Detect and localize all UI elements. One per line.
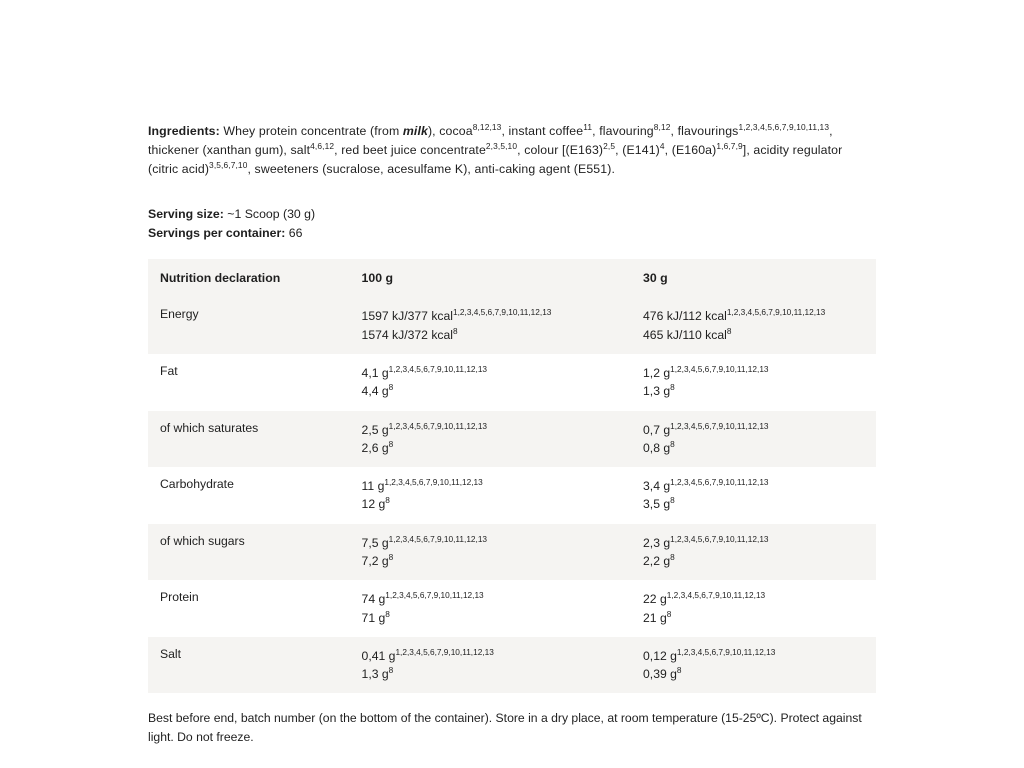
- cell-line: 21 $g^8$: [643, 608, 672, 625]
- cell-line: 74 $g^{1,2,3,4,5,6,7,9,10,11,12,13}$: [361, 590, 484, 607]
- serving-size-value: ~1 Scoop (30 g): [223, 207, 316, 222]
- cell-line: 7,5 $g^{1,2,3,4,5,6,7,9,10,11,12,13}$: [361, 533, 488, 550]
- cell-line: 0,39 $g^8$: [643, 665, 682, 682]
- servings-per-container-value: 66: [285, 225, 303, 240]
- cell-line: 476 kJ/112 kcal$^{1,2,3,4,5,6,7,9,10,11,12,13}$: [643, 307, 826, 324]
- serving-info: [148, 205, 876, 242]
- table-row: [148, 524, 876, 581]
- cell-line: 3,4 $g^{1,2,3,4,5,6,7,9,10,11,12,13}$: [643, 477, 769, 494]
- column-header-30g: 30 g: [643, 271, 668, 286]
- table-cell: [631, 411, 876, 468]
- table-cell: [350, 411, 631, 468]
- cell-line: 12 $g^8$: [361, 495, 390, 512]
- cell-line: 2,2 $g^8$: [643, 551, 675, 568]
- table-row: [148, 354, 876, 411]
- cell-line: 0,7 $g^{1,2,3,4,5,6,7,9,10,11,12,13}$: [643, 420, 769, 437]
- table-cell: [350, 467, 631, 524]
- table-cell: [631, 524, 876, 581]
- table-row: [148, 297, 876, 354]
- serving-size-label: Serving size:: [148, 207, 224, 222]
- nutrient-name: of which saturates: [160, 420, 259, 435]
- nutrition-table: [148, 259, 876, 693]
- serving-size-line: [148, 205, 876, 223]
- cell-line: 4,4 $g^8$: [361, 382, 394, 399]
- table-row: [148, 637, 876, 694]
- cell-line: 71 $g^8$: [361, 608, 390, 625]
- nutrient-name: Energy: [160, 307, 199, 322]
- table-cell: [631, 467, 876, 524]
- nutrient-name: Fat: [160, 363, 178, 378]
- cell-line: 1597 kJ/377 kcal$^{1,2,3,4,5,6,7,9,10,11,12,13}$: [361, 307, 552, 324]
- cell-line: 465 kJ/110 kcal$^8$: [643, 325, 732, 342]
- nutrient-name: of which sugars: [160, 533, 245, 548]
- product-label-page: [148, 110, 876, 758]
- cell-line: 1,2 $g^{1,2,3,4,5,6,7,9,10,11,12,13}$: [643, 363, 769, 380]
- storage-footnote: Best before end, batch number (on the bottom of the container). Store in a dry place, at room temperature (15-25ºC). Protect against light. Do not freeze.: [148, 711, 862, 744]
- table-cell: [350, 637, 631, 694]
- ingredients-label: Ingredients:: [148, 124, 220, 139]
- cell-line: 2,3 $g^{1,2,3,4,5,6,7,9,10,11,12,13}$: [643, 533, 769, 550]
- table-cell: [350, 297, 631, 354]
- cell-line: 0,12 $g^{1,2,3,4,5,6,7,9,10,11,12,13}$: [643, 646, 776, 663]
- cell-line: 1574 kJ/372 kcal$^8$: [361, 325, 458, 342]
- cell-line: 1,3 $g^8$: [643, 382, 675, 399]
- ingredients-text: Whey protein concentrate (from milk), cocoa$^{8,12,13}$, instant coffee$^{11}$, flavouring$^{8,12}$, flavourings$^{1,2,3,4,5,6,7,9,10,11,13}$, thickener (xanthan gum), salt$^{4,6,12}$, red beet juice concentrate$^{2,3,5,10}$, colour [$(E163)^{2,5}$, $(E141)^4$, $(E160a)^{1,6,7,9}$], acidity regulator (citric acid)$^{3,5,6,7,10}$, sweeteners (sucralose, acesulfame K), anti-caking agent (E551).: [148, 122, 843, 177]
- servings-per-container-label: Servings per container:: [148, 225, 286, 240]
- cell-line: 4,1 $g^{1,2,3,4,5,6,7,9,10,11,12,13}$: [361, 363, 488, 380]
- cell-line: 2,6 $g^8$: [361, 438, 394, 455]
- table-cell: [631, 354, 876, 411]
- table-cell: [631, 297, 876, 354]
- cell-line: 22 $g^{1,2,3,4,5,6,7,9,10,11,12,13}$: [643, 590, 766, 607]
- nutrient-name: Carbohydrate: [160, 477, 234, 492]
- nutrition-table-body: [148, 297, 876, 693]
- column-header-name: Nutrition declaration: [160, 271, 281, 286]
- table-header-row: [148, 259, 876, 297]
- servings-per-container-line: [148, 224, 876, 242]
- nutrition-table-head: [148, 259, 876, 297]
- table-row: [148, 467, 876, 524]
- cell-line: 11 $g^{1,2,3,4,5,6,7,9,10,11,12,13}$: [361, 477, 483, 494]
- table-cell: [631, 580, 876, 637]
- ingredients-paragraph: [148, 122, 876, 179]
- cell-line: 0,41 $g^{1,2,3,4,5,6,7,9,10,11,12,13}$: [361, 646, 494, 663]
- nutrient-name: Protein: [160, 590, 199, 605]
- table-cell: [350, 524, 631, 581]
- cell-line: 0,8 $g^8$: [643, 438, 675, 455]
- cell-line: 1,3 $g^8$: [361, 665, 394, 682]
- table-row: [148, 580, 876, 637]
- table-cell: [350, 580, 631, 637]
- cell-line: 3,5 $g^8$: [643, 495, 675, 512]
- nutrient-name: Salt: [160, 646, 182, 661]
- cell-line: 7,2 $g^8$: [361, 551, 394, 568]
- table-cell: [350, 354, 631, 411]
- column-header-100g: 100 g: [361, 271, 393, 286]
- cell-line: 2,5 $g^{1,2,3,4,5,6,7,9,10,11,12,13}$: [361, 420, 488, 437]
- table-cell: [631, 637, 876, 694]
- table-row: [148, 411, 876, 468]
